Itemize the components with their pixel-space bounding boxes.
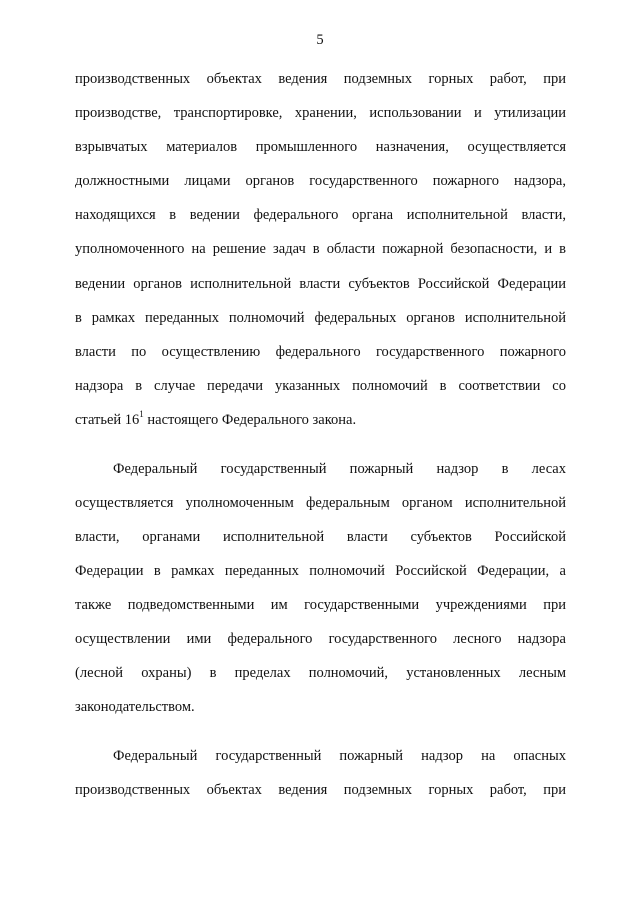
- text-line-with-superscript: [75, 410, 566, 444]
- text-line: (лесной охраны) в пределах полномочий, установленных лесным: [75, 665, 566, 682]
- paragraph-gap: [75, 732, 566, 747]
- paragraph-2: [75, 459, 566, 732]
- text-line: находящихся в ведении федерального органа исполнительной власти,: [75, 207, 566, 224]
- text-line: осуществляется уполномоченным федеральным органом исполнительной: [75, 494, 566, 511]
- document-body: [75, 69, 566, 815]
- text-fragment: настоящего Федерального закона.: [143, 411, 357, 428]
- text-line: Федеральный государственный пожарный надзор на опасных: [113, 748, 566, 765]
- text-line: также подведомственными им государственными учреждениями при: [75, 597, 566, 614]
- text-line: надзора в случае передачи указанных полномочий в соответствии со: [75, 377, 566, 394]
- paragraph-gap: [75, 444, 566, 459]
- text-line: ведении органов исполнительной власти субъектов Российской Федерации: [75, 275, 566, 292]
- text-line: власти по осуществлению федерального государственного пожарного: [75, 343, 566, 360]
- text-line: власти, органами исполнительной власти субъектов Российской: [75, 529, 566, 546]
- text-line: производстве, транспортировке, хранении, использовании и утилизации: [75, 105, 566, 122]
- text-line: осуществлении ими федерального государственного лесного надзора: [75, 631, 566, 648]
- text-line: производственных объектах ведения подземных горных работ, при: [75, 71, 566, 87]
- text-line: законодательством.: [75, 699, 195, 716]
- text-line: уполномоченного на решение задач в области пожарной безопасности, и в: [75, 241, 566, 258]
- page-number: 5: [316, 32, 324, 48]
- text-line: в рамках переданных полномочий федеральных органов исполнительной: [75, 309, 566, 326]
- text-line: Федерации в рамках переданных полномочий Российской Федерации, а: [75, 563, 566, 580]
- text-line: производственных объектах ведения подземных горных работ, при: [75, 782, 566, 799]
- paragraph-3: [75, 746, 566, 814]
- superscript-index: 1: [139, 409, 144, 420]
- text-fragment: статьей 16: [75, 411, 140, 428]
- text-line: взрывчатых материалов промышленного назначения, осуществляется: [75, 139, 566, 156]
- text-line: должностными лицами органов государственного пожарного надзора,: [75, 173, 566, 190]
- paragraph-1: [75, 69, 566, 444]
- text-line: Федеральный государственный пожарный надзор в лесах: [113, 460, 566, 477]
